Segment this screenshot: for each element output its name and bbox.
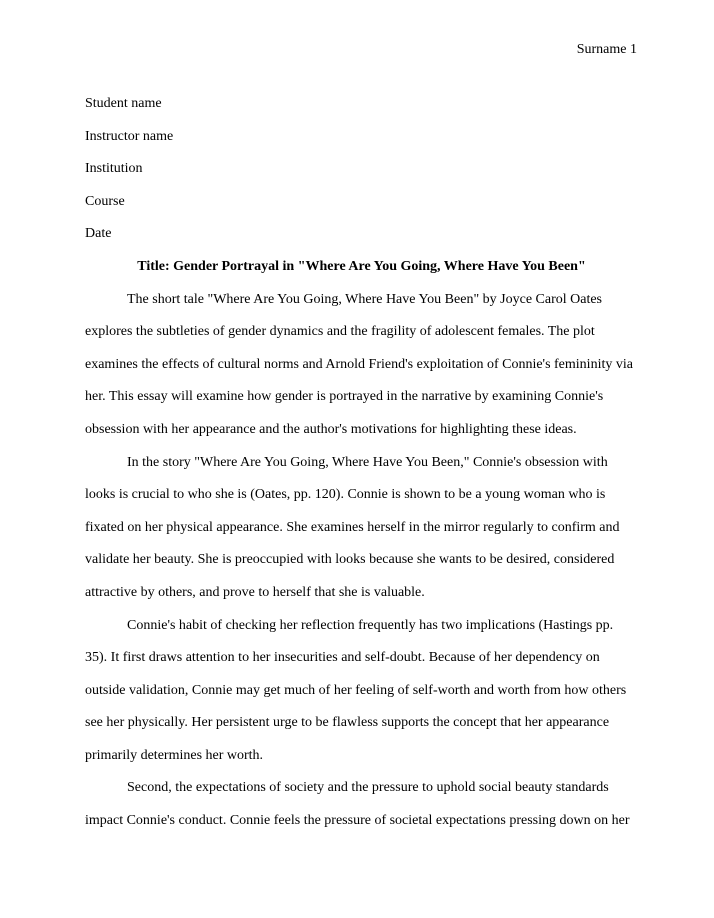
student-name: Student name — [85, 96, 162, 111]
date: Date — [85, 226, 112, 242]
paragraph-intro: The short tale "Where Are You Going, Where Have You Been" by Joyce Carol Oates explores the subtleties of gender dynamics and the fragility of adolescent females. The plot examines the effects of cultural norms and Arnold Friend's exploitation of Connie's femininity via her. This essay will examine how gender is portrayed in the narrative by examining Connie's obsession with her appearance and the author's motivations for highlighting these ideas. — [85, 291, 633, 437]
essay-title: Title: Gender Portrayal in "Where Are You Going, Where Have You Been" — [137, 258, 586, 274]
running-head: Surname 1 — [576, 42, 637, 57]
paragraph-society: Second, the expectations of society and the pressure to uphold social beauty standards impact Connie's conduct. Connie feels the pressure of societal expectations pressing down on her — [85, 780, 630, 829]
course: Course — [85, 193, 125, 209]
paragraph-obsession: In the story "Where Are You Going, Where Have You Been," Connie's obsession with looks is crucial to who she is (Oates, pp. 120). Connie is shown to be a young woman who is fixated on her physical appearance. She examines herself in the mirror regularly to confirm and validate her beauty. She is preoccupied with looks because she wants to be desired, considered attractive by others, and prove to herself that she is valuable. — [85, 454, 620, 600]
paragraph-implications: Connie's habit of checking her reflection frequently has two implications (Hastings pp. 35). It first draws attention to her insecurities and self-doubt. Because of her dependency on outside validation, Connie may get much of her feeling of self-worth and worth from how others see her physically. Her persistent urge to be flawless supports the concept that her appearance primarily determines her worth. — [85, 617, 627, 763]
instructor-name: Instructor name — [85, 128, 174, 144]
institution: Institution — [85, 161, 143, 177]
document-body — [85, 88, 638, 838]
